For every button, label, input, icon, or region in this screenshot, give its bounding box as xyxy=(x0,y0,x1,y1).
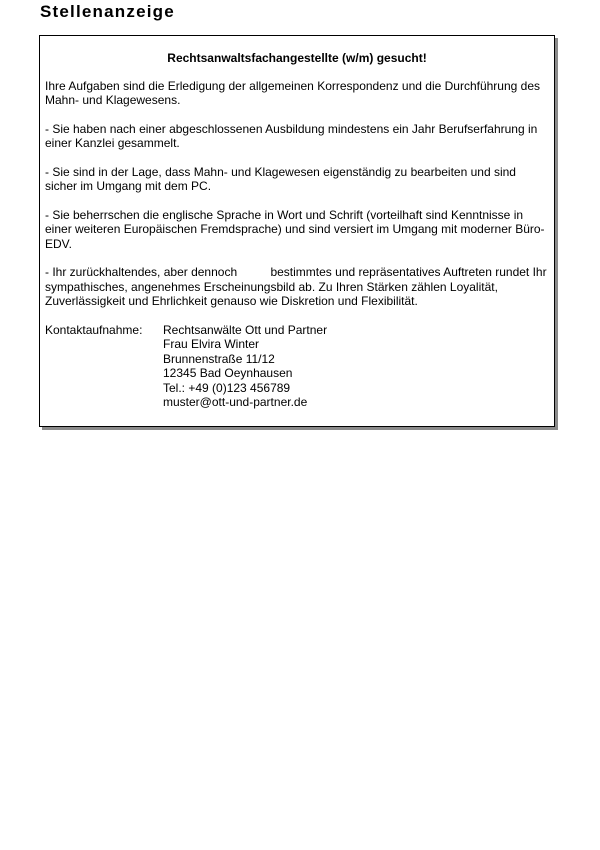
contact-phone: Tel.: +49 (0)123 456789 xyxy=(163,380,291,395)
contact-person: Frau Elvira Winter xyxy=(163,337,260,351)
job-ad-box xyxy=(39,35,555,427)
job-ad-requirement-dunning: - Sie sind in der Lage, dass Mahn- und Klagewesen eigenständig zu bearbeiten und sind sicher im Umgang mit dem PC. xyxy=(45,164,516,193)
job-ad-intro-paragraph: Ihre Aufgaben sind die Erledigung der allgemeinen Korrespondenz und die Durchführung des Mahn- und Klagewesens. xyxy=(45,78,541,107)
contact-email: muster@ott-und-partner.de xyxy=(163,395,308,409)
contact-label: Kontaktaufnahme: xyxy=(45,322,143,337)
contact-firm: Rechtsanwälte Ott und Partner xyxy=(163,322,328,337)
job-ad-title: Rechtsanwaltsfachangestellte (w/m) gesucht! xyxy=(167,51,427,65)
job-ad-requirement-personality: - Ihr zurückhaltendes, aber dennoch bestimmtes und repräsentatives Auftreten rundet Ihr sympathisches, angenehmes Erscheinungsbild ab. Zu Ihren Stärken zählen Loyalität, Zuverlässigkeit und Ehrlichkeit genauso wie Diskretion und Flexibilität. xyxy=(45,265,550,308)
job-ad-requirement-language: - Sie beherrschen die englische Sprache in Wort und Schrift (vorteilhaft sind Kenntnisse in einer weiteren Europäischen Fremdsprache) und sind versiert im Umgang mit moderner Büro-EDV. xyxy=(45,207,545,251)
job-ad-requirement-experience: - Sie haben nach einer abgeschlossenen Ausbildung mindestens ein Jahr Berufserfahrung in einer Kanzlei gesammelt. xyxy=(45,121,538,150)
contact-block xyxy=(45,323,549,410)
page-title: Stellenanzeige xyxy=(40,2,175,21)
contact-street: Brunnenstraße 11/12 xyxy=(163,351,275,366)
contact-address xyxy=(163,323,327,410)
contact-city: 12345 Bad Oeynhausen xyxy=(163,366,293,380)
